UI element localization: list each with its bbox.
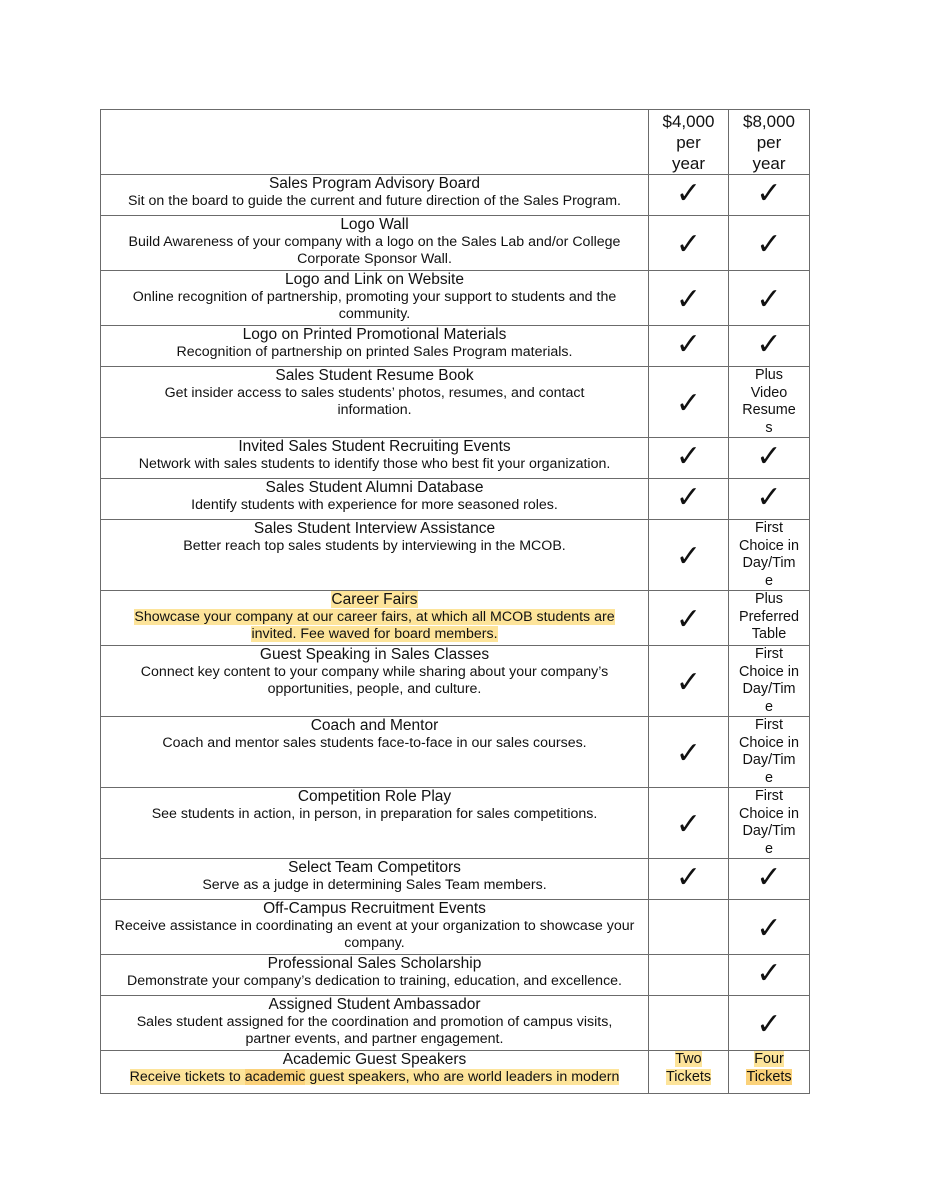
tier2-note: Video (750, 384, 788, 401)
check-icon: ✓ (756, 227, 782, 262)
table-row (101, 996, 810, 1051)
tier2-note: Table (751, 626, 787, 642)
table-row (101, 1051, 810, 1094)
tier2-cell (729, 859, 810, 900)
highlighted-text: academic (244, 1069, 306, 1085)
tier2-note: Choice in (739, 734, 799, 751)
benefit-description: Sales student assigned for the coordination and promotion of campus visits, partner events, and partner engagement. (136, 1014, 613, 1047)
tier2-cell (729, 717, 810, 788)
tier2-note: Preferred (739, 608, 799, 625)
check-icon: ✓ (756, 860, 782, 895)
tier1-cell (649, 900, 729, 955)
benefit-title: Sales Program Advisory Board (268, 175, 481, 192)
check-icon: ✓ (675, 539, 702, 574)
tier2-cell (729, 438, 810, 479)
table-row (101, 859, 810, 900)
tier2-cell (729, 788, 810, 859)
tier2-cell (729, 367, 810, 438)
benefit-description: Identify students with experience for more seasoned roles. (191, 497, 558, 513)
tier2-cell (729, 1051, 810, 1094)
tier2-note: e (764, 840, 773, 857)
tier2-note (729, 1051, 809, 1069)
check-icon: ✓ (756, 176, 782, 211)
benefit-description: Coach and mentor sales students face-to-face in our sales courses. (162, 735, 587, 751)
sponsorship-benefits-table (100, 109, 810, 1094)
tier2-cell (729, 996, 810, 1051)
benefit-cell (101, 479, 649, 520)
benefit-cell (101, 717, 649, 788)
tier1-cell (649, 520, 729, 591)
tier2-note: s (765, 419, 773, 436)
benefit-cell (101, 216, 649, 271)
table-row (101, 955, 810, 996)
benefit-description: Network with sales students to identify those who best fit your organization. (138, 456, 611, 472)
tier2-note: e (764, 698, 773, 715)
tier1-cell (649, 175, 729, 216)
tier2-note: Choice in (739, 805, 799, 822)
benefit-cell (101, 367, 649, 438)
benefit-cell (101, 1051, 649, 1094)
tier1-cell (649, 367, 729, 438)
tier1-cell (649, 646, 729, 717)
check-icon: ✓ (756, 911, 782, 946)
tier2-note (729, 1069, 809, 1087)
tier2-year: year (752, 154, 786, 173)
benefit-title: Coach and Mentor (310, 717, 439, 734)
tier2-note: e (764, 572, 773, 589)
tier1-cell (649, 591, 729, 646)
benefit-title: Assigned Student Ambassador (268, 996, 481, 1013)
tier2-cell (729, 175, 810, 216)
benefit-description: Receive assistance in coordinating an event at your organization to showcase your company. (114, 918, 635, 951)
benefit-cell (101, 591, 649, 646)
tier1-price: $4,000 (662, 112, 715, 131)
tier1-cell (649, 1051, 729, 1094)
benefit-title: Professional Sales Scholarship (267, 955, 482, 972)
benefit-description: Recognition of partnership on printed Sales Program materials. (176, 344, 573, 360)
check-icon: ✓ (756, 956, 782, 991)
check-icon: ✓ (756, 327, 782, 362)
benefit-title: Invited Sales Student Recruiting Events (238, 438, 511, 455)
benefit-description: See students in action, in person, in preparation for sales competitions. (151, 806, 598, 822)
benefit-description: Get insider access to sales students’ photos, resumes, and contact information. (164, 385, 585, 418)
tier2-note: Resume (742, 402, 796, 418)
tier2-cell (729, 646, 810, 717)
benefit-title: Select Team Competitors (288, 859, 461, 876)
tier1-cell (649, 955, 729, 996)
tier1-cell (649, 438, 729, 479)
benefit-title: Competition Role Play (297, 788, 452, 805)
tier2-note: Choice in (739, 537, 799, 554)
table-row (101, 788, 810, 859)
check-icon: ✓ (675, 736, 702, 771)
tier1-note (649, 1069, 728, 1087)
benefit-title: Sales Student Resume Book (275, 367, 474, 384)
tier2-note: Plus (755, 367, 783, 383)
benefit-description: Sit on the board to guide the current and future direction of the Sales Program. (128, 193, 621, 209)
benefit-cell (101, 438, 649, 479)
table-row (101, 438, 810, 479)
tier2-note: Day/Tim (742, 752, 796, 768)
table-row (101, 591, 810, 646)
benefit-title: Sales Student Alumni Database (265, 479, 484, 496)
tier2-note: Day/Tim (742, 823, 796, 839)
sponsorship-benefits-page (100, 109, 809, 1094)
highlighted-text: Four (754, 1051, 784, 1067)
tier2-note: First (755, 646, 783, 662)
tier2-cell (729, 271, 810, 326)
tier1-note (649, 1051, 728, 1069)
benefit-cell (101, 788, 649, 859)
benefit-cell (101, 326, 649, 367)
tier2-cell (729, 479, 810, 520)
highlighted-text: Receive tickets to (129, 1069, 245, 1085)
tier1-cell (649, 216, 729, 271)
benefit-description (101, 1069, 648, 1086)
benefit-title: Sales Student Interview Assistance (253, 520, 496, 537)
benefit-cell (101, 996, 649, 1051)
tier2-note: First (755, 788, 783, 804)
tier1-cell (649, 326, 729, 367)
tier1-cell (649, 859, 729, 900)
tier2-note: Day/Tim (742, 555, 796, 571)
table-row (101, 900, 810, 955)
table-row (101, 271, 810, 326)
tier1-cell (649, 788, 729, 859)
benefit-description (101, 609, 648, 643)
benefit-cell (101, 859, 649, 900)
table-row (101, 520, 810, 591)
benefit-description: Serve as a judge in determining Sales Team members. (202, 877, 547, 893)
benefit-cell (101, 900, 649, 955)
tier1-cell (649, 996, 729, 1051)
benefit-title: Off-Campus Recruitment Events (263, 900, 486, 917)
tier1-header (649, 110, 729, 175)
benefit-description: Demonstrate your company’s dedication to training, education, and excellence. (126, 973, 623, 989)
tier2-note: e (764, 769, 773, 786)
benefit-cell (101, 175, 649, 216)
check-icon: ✓ (675, 439, 702, 474)
highlighted-text: Tickets (665, 1068, 712, 1085)
benefit-cell (101, 520, 649, 591)
highlighted-text: guest speakers, who are world leaders in modern (305, 1069, 620, 1085)
benefit-title: Logo Wall (340, 216, 409, 233)
tier2-note: Choice in (739, 663, 799, 680)
check-icon: ✓ (675, 227, 702, 262)
benefit-title (101, 591, 648, 609)
highlighted-text: invited. Fee waved for board members. (251, 626, 498, 642)
check-icon: ✓ (675, 665, 702, 700)
tier1-per: per (676, 133, 701, 152)
benefit-title: Logo on Printed Promotional Materials (242, 326, 507, 343)
tier2-header (729, 110, 810, 175)
benefit-title: Logo and Link on Website (285, 271, 464, 288)
tier1-cell (649, 717, 729, 788)
benefit-description: Online recognition of partnership, promoting your support to students and the community. (132, 289, 617, 322)
check-icon: ✓ (675, 860, 702, 895)
tier2-cell (729, 591, 810, 646)
tier1-year: year (671, 154, 706, 173)
benefit-description: Better reach top sales students by interviewing in the MCOB. (183, 538, 566, 554)
check-icon: ✓ (675, 327, 702, 362)
table-row (101, 646, 810, 717)
benefit-cell (101, 271, 649, 326)
check-icon: ✓ (675, 602, 702, 637)
tier2-per: per (756, 133, 782, 152)
tier2-note: Day/Tim (742, 681, 796, 697)
benefit-description: Connect key content to your company while sharing about your company’s opportunities, people, and culture. (140, 664, 609, 697)
check-icon: ✓ (675, 480, 702, 515)
tier2-cell (729, 216, 810, 271)
table-row (101, 175, 810, 216)
tier2-cell (729, 900, 810, 955)
highlighted-text: Tickets (746, 1068, 792, 1085)
tier2-cell (729, 326, 810, 367)
tier1-cell (649, 479, 729, 520)
check-icon: ✓ (756, 480, 782, 515)
table-row (101, 367, 810, 438)
tier2-price: $8,000 (743, 112, 795, 131)
check-icon: ✓ (675, 386, 702, 421)
highlighted-text: Two (675, 1051, 702, 1067)
tier1-cell (649, 271, 729, 326)
tier2-note: First (755, 520, 783, 536)
check-icon: ✓ (675, 282, 702, 317)
table-header-row (101, 110, 810, 175)
table-row (101, 326, 810, 367)
benefit-title: Guest Speaking in Sales Classes (259, 646, 490, 663)
tier2-cell (729, 955, 810, 996)
check-icon: ✓ (675, 807, 702, 842)
highlighted-text: Showcase your company at our career fairs, at which all MCOB students are (134, 609, 615, 625)
table-row (101, 216, 810, 271)
highlighted-title: Career Fairs (331, 591, 418, 608)
check-icon: ✓ (756, 439, 782, 474)
benefit-cell (101, 955, 649, 996)
benefit-title: Academic Guest Speakers (282, 1051, 467, 1068)
tier2-cell (729, 520, 810, 591)
benefit-description: Build Awareness of your company with a logo on the Sales Lab and/or College Corporate Sponsor Wall. (128, 234, 621, 267)
header-blank-cell (101, 110, 649, 175)
benefit-cell (101, 646, 649, 717)
table-row (101, 717, 810, 788)
tier2-note: Plus (755, 591, 783, 607)
table-row (101, 479, 810, 520)
check-icon: ✓ (675, 176, 702, 211)
check-icon: ✓ (756, 282, 782, 317)
check-icon: ✓ (756, 1007, 782, 1042)
tier2-note: First (755, 717, 783, 733)
